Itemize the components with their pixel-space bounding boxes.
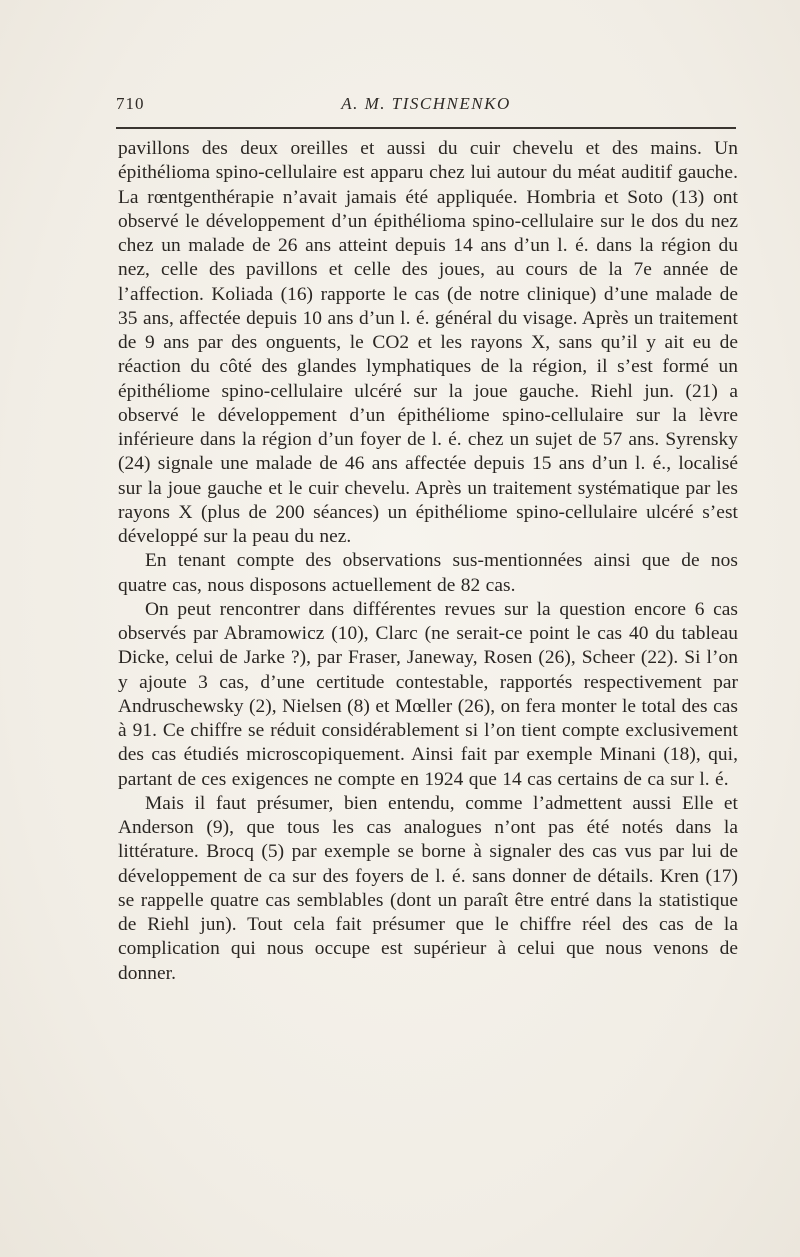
page-header <box>116 94 736 120</box>
body-text <box>118 137 738 986</box>
page-number: 710 <box>116 94 145 113</box>
paragraph-2: En tenant compte des observations sus-mentionnées ainsi que de nos quatre cas, nous disposons actuellement de 82 cas. <box>118 550 738 596</box>
header-rule <box>116 127 736 129</box>
paragraph-4: Mais il faut présumer, bien entendu, comme l’admettent aussi Elle et Anderson (9), que tous les cas analogues n’ont pas été notés dans la littérature. Brocq (5) par exemple se borne à signaler des cas vus par lui de développement de ca sur des foyers de l. é. sans donner de détails. Kren (17) se rappelle quatre cas semblables (dont un paraît être entré dans la statistique de Riehl jun). Tout cela fait présumer que le chiffre réel des cas de la complication qui nous occupe est supérieur à celui que nous venons de donner. <box>118 792 738 984</box>
running-head: A. M. TISCHNENKO <box>341 94 511 113</box>
paragraph-1: pavillons des deux oreilles et aussi du cuir chevelu et des mains. Un épithélioma spino-cellulaire est apparu chez lui autour du méat auditif gauche. La rœntgenthérapie n’avait jamais été appliquée. Hombria et Soto (13) ont observé le développement d’un épithélioma spino-cellulaire sur le dos du nez chez un malade de 26 ans atteint depuis 14 ans d’un l. é. dans la région du nez, celle des pavillons et celle des joues, au cours de la 7e année de l’affection. Koliada (16) rapporte le cas (de notre clinique) d’une malade de 35 ans, affectée depuis 10 ans d’un l. é. général du visage. Après un traitement de 9 ans par des onguents, le CO2 et les rayons X, sans qu’il y ait eu de réaction du côté des glandes lymphatiques de la région, il s’est formé un épithéliome spino-cellulaire ulcéré sur la joue gauche. Riehl jun. (21) a observé le développement d’un épithéliome spino-cellulaire sur la lèvre inférieure dans la région d’un foyer de l. é. chez un sujet de 57 ans. Syrensky (24) signale une malade de 46 ans affectée depuis 15 ans d’un l. é., localisé sur la joue gauche et le cuir chevelu. Après un traitement systématique par les rayons X (plus de 200 séances) un épithéliome spino-cellulaire ulcéré s’est développé sur la peau du nez. <box>118 138 738 547</box>
paragraph-3: On peut rencontrer dans différentes revues sur la question encore 6 cas observés par Abramowicz (10), Clarc (ne serait-ce point le cas 40 du tableau Dicke, celui de Jarke ?), par Fraser, Janeway, Rosen (26), Scheer (22). Si l’on y ajoute 3 cas, d’une certitude contestable, rapportés respectivement par Andruschewsky (2), Nielsen (8) et Mœller (26), on fera monter le total des cas à 91. Ce chiffre se réduit considérablement si l’on tient compte exclusivement des cas étudiés microscopiquement. Ainsi fait par exemple Minani (18), qui, partant de ces exigences ne compte en 1924 que 14 cas certains de ca sur l. é. <box>118 598 738 790</box>
